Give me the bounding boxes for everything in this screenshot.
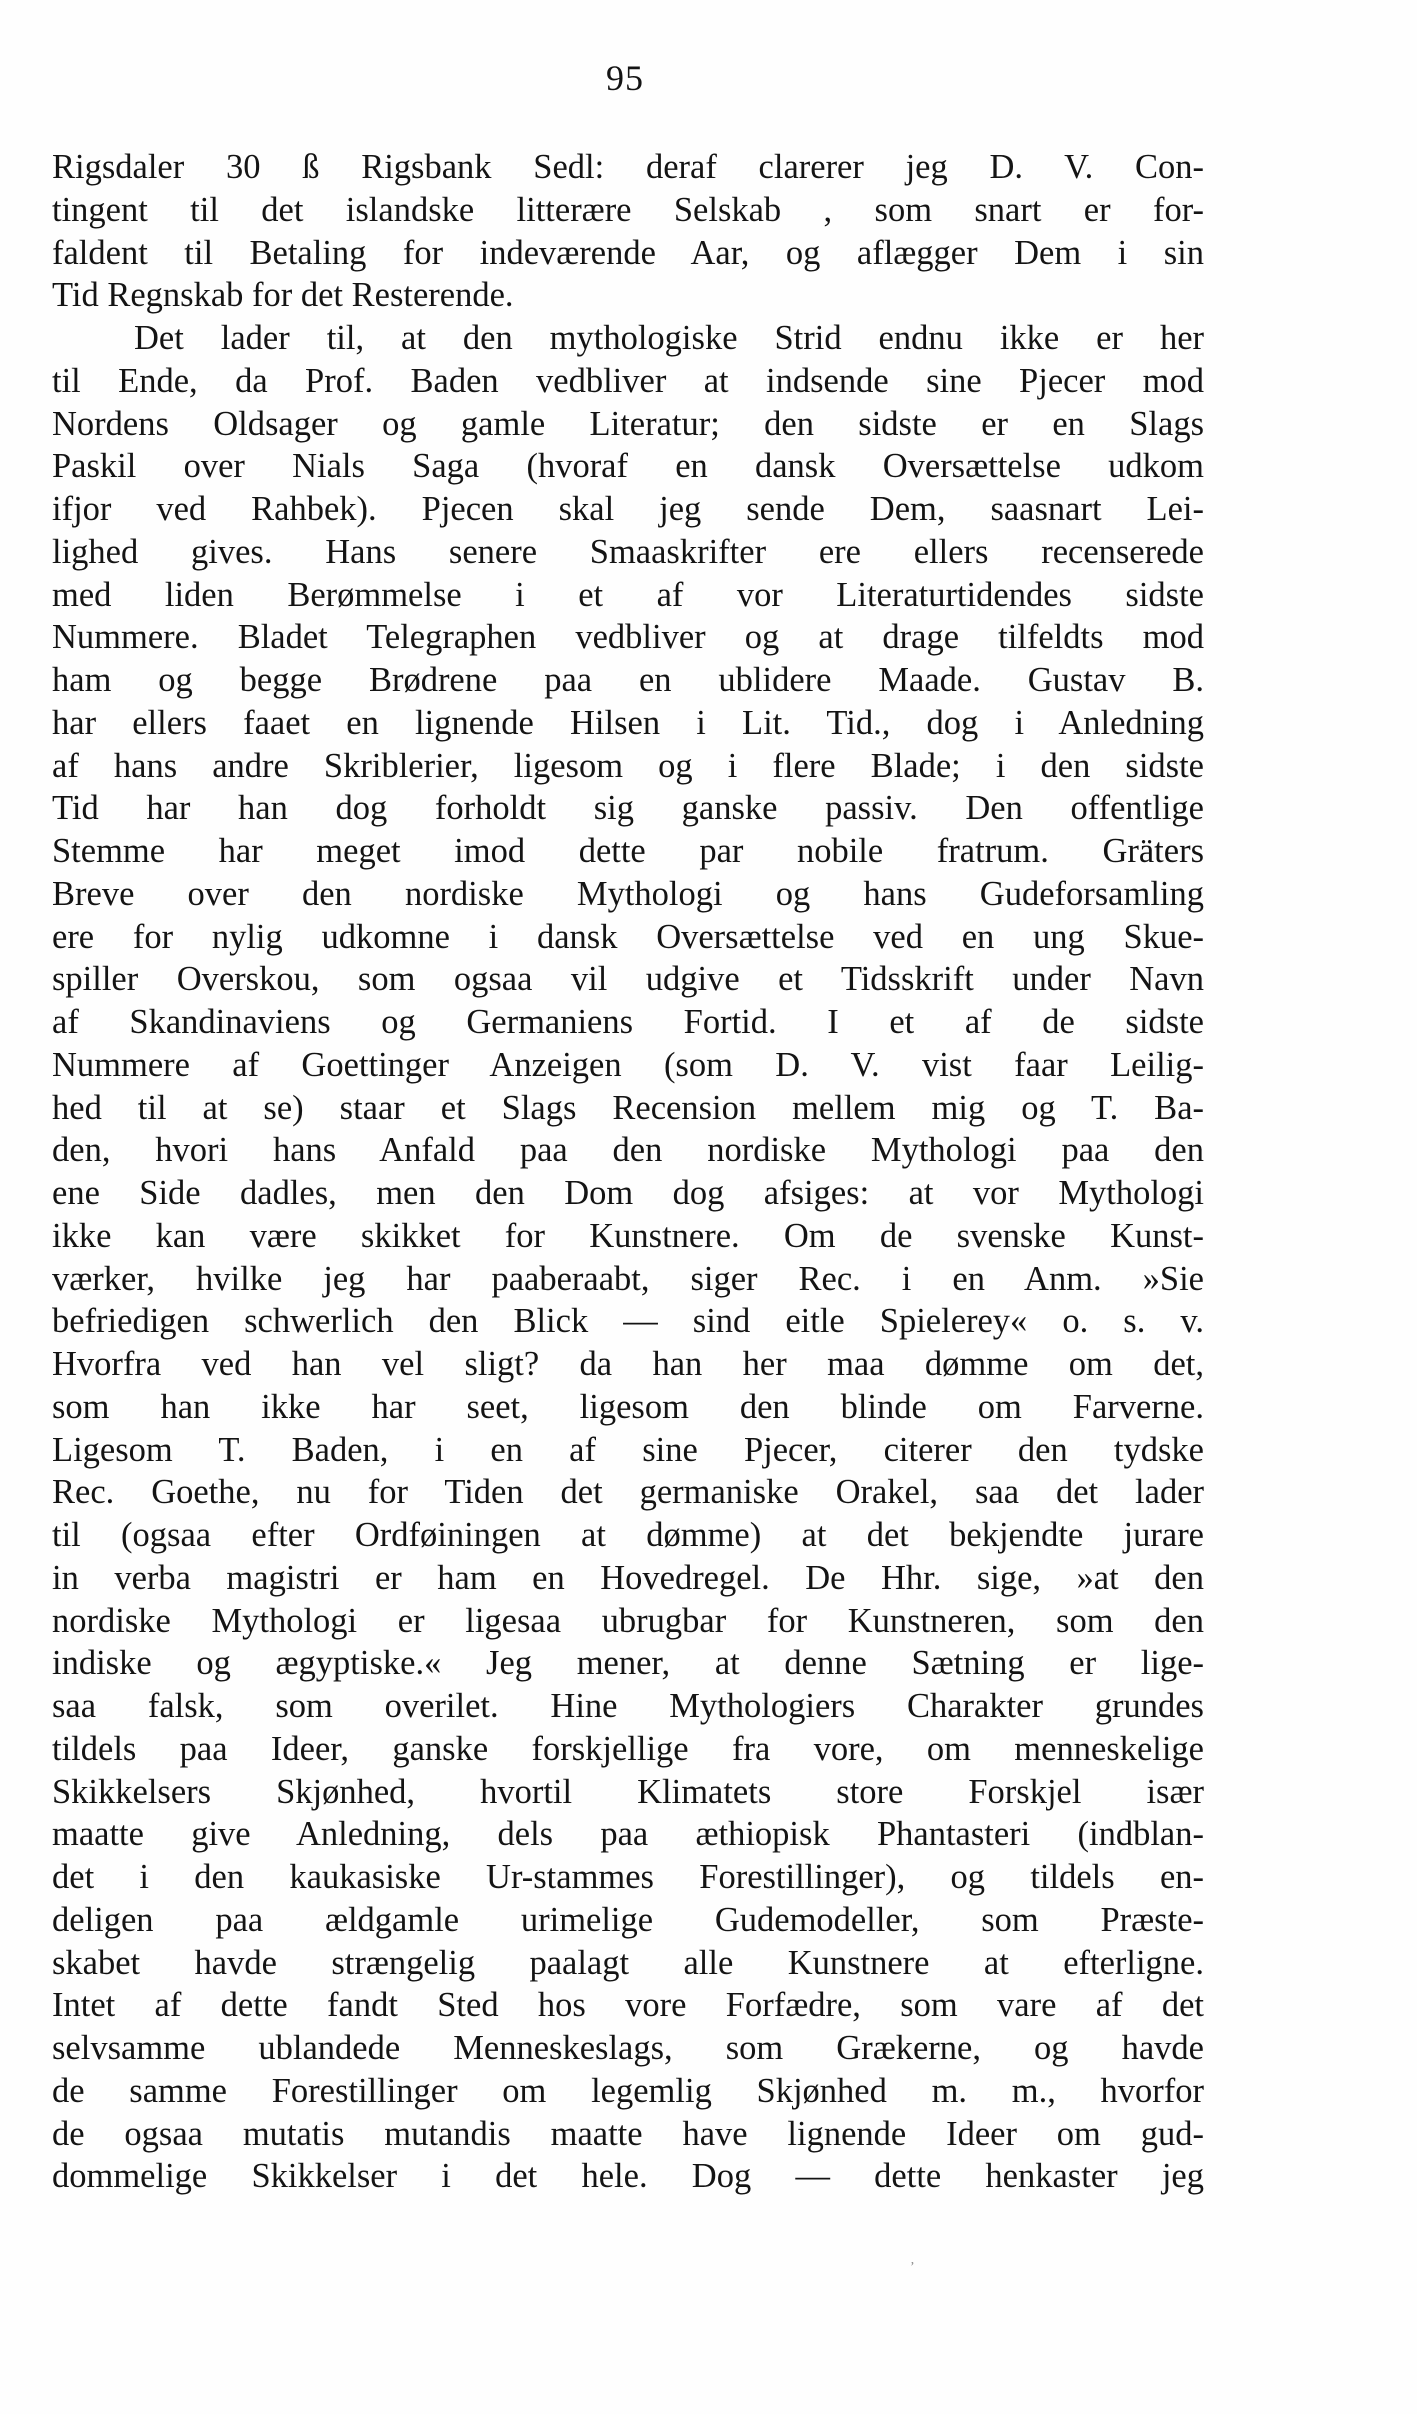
text-line: Stemme har meget imod dette par nobile fratrum. Gräters — [52, 832, 1204, 870]
text-line: ifjor ved Rahbek). Pjecen skal jeg sende Dem, saasnart Lei- — [52, 490, 1204, 528]
text-line: ham og begge Brødrene paa en ublidere Maade. Gustav B. — [52, 661, 1204, 699]
text-line: det i den kaukasiske Ur-stammes Forestillinger), og tildels en- — [52, 1858, 1204, 1896]
text-line: tingent til det islandske litterære Selskab , som snart er for- — [52, 190, 1204, 229]
body-text — [52, 146, 1204, 2198]
text-line: tildels paa Ideer, ganske forskjellige fra vore, om menneskelige — [52, 1729, 1204, 1768]
text-line: in verba magistri er ham en Hovedregel. De Hhr. sige, »at den — [52, 1558, 1204, 1597]
text-line: ene Side dadles, men den Dom dog afsiges: at vor Mythologi — [52, 1174, 1204, 1212]
text-line: af Skandinaviens og Germaniens Fortid. I et af de sidste — [52, 1003, 1204, 1041]
text-line: indiske og ægyptiske.« Jeg mener, at denne Sætning er lige- — [52, 1644, 1204, 1683]
text-line: nordiske Mythologi er ligesaa ubrugbar for Kunstneren, som den — [52, 1601, 1204, 1640]
text-line: maatte give Anledning, dels paa æthiopisk Phantasteri (indblan- — [52, 1815, 1204, 1854]
text-line: Rigsdaler 30 ß Rigsbank Sedl: deraf clarerer jeg D. V. Con- — [52, 148, 1204, 186]
text-line: selvsamme ublandede Menneskeslags, som Grækerne, og havde — [52, 2029, 1204, 2067]
text-line: de ogsaa mutatis mutandis maatte have lignende Ideer om gud- — [52, 2114, 1204, 2153]
text-line: Intet af dette fandt Sted hos vore Forfædre, som vare af det — [52, 1986, 1204, 2025]
text-line: Skikkelsers Skjønhed, hvortil Klimatets store Forskjel især — [52, 1772, 1204, 1811]
text-line: skabet havde strængelig paalagt alle Kunstnere at efterligne. — [52, 1943, 1204, 1982]
text-line: den, hvori hans Anfald paa den nordiske Mythologi paa den — [52, 1131, 1204, 1170]
text-line: Nummere af Goettinger Anzeigen (som D. V. vist faar Leilig- — [52, 1045, 1204, 1084]
text-line: ikke kan være skikket for Kunstnere. Om de svenske Kunst- — [52, 1216, 1204, 1255]
text-line: Tid har han dog forholdt sig ganske passiv. Den offentlige — [52, 789, 1204, 828]
text-line: Breve over den nordiske Mythologi og hans Gudeforsamling — [52, 874, 1204, 913]
text-line: til Ende, da Prof. Baden vedbliver at indsende sine Pjecer mod — [52, 361, 1204, 400]
text-line: de samme Forestillinger om legemlig Skjønhed m. m., hvorfor — [52, 2071, 1204, 2110]
text-line: Tid Regnskab for det Resterende. — [52, 276, 514, 315]
text-line: værker, hvilke jeg har paaberaabt, siger Rec. i en Anm. »Sie — [52, 1259, 1204, 1298]
text-line: befriedigen schwerlich den Blick — sind eitle Spielerey« o. s. v. — [52, 1302, 1204, 1341]
page-number: 95 — [606, 58, 644, 98]
text-line: faldent til Betaling for indeværende Aar, og aflægger Dem i sin — [52, 233, 1204, 272]
text-line: deligen paa ældgamle urimelige Gudemodeller, som Præste- — [52, 1900, 1204, 1939]
text-line: Ligesom T. Baden, i en af sine Pjecer, citerer den tydske — [52, 1430, 1204, 1469]
text-line: Hvorfra ved han vel sligt? da han her maa dømme om det, — [52, 1345, 1204, 1383]
text-line: Paskil over Nials Saga (hvoraf en dansk Oversættelse udkom — [52, 447, 1204, 486]
text-line: af hans andre Skriblerier, ligesom og i flere Blade; i den sidste — [52, 746, 1204, 785]
text-line: spiller Overskou, som ogsaa vil udgive et Tidsskrift under Navn — [52, 960, 1204, 999]
text-line: med liden Berømmelse i et af vor Literaturtidendes sidste — [52, 575, 1204, 614]
text-line: til (ogsaa efter Ordføiningen at dømme) at det bekjendte jurare — [52, 1516, 1204, 1554]
text-line: ere for nylig udkomne i dansk Oversættelse ved en ung Skue- — [52, 917, 1204, 956]
text-line: har ellers faaet en lignende Hilsen i Lit. Tid., dog i Anledning — [52, 703, 1204, 742]
text-line: Nordens Oldsager og gamle Literatur; den sidste er en Slags — [52, 404, 1204, 443]
text-line: Rec. Goethe, nu for Tiden det germaniske Orakel, saa det lader — [52, 1473, 1204, 1512]
paper-speck: ’ — [910, 2260, 915, 2275]
text-line: saa falsk, som overilet. Hine Mythologiers Charakter grundes — [52, 1687, 1204, 1725]
text-line: hed til at se) staar et Slags Recension mellem mig og T. Ba- — [52, 1088, 1204, 1127]
text-line: dommelige Skikkelser i det hele. Dog — dette henkaster jeg — [52, 2157, 1204, 2196]
text-line: lighed gives. Hans senere Smaaskrifter ere ellers recenserede — [52, 532, 1204, 571]
text-line: Det lader til, at den mythologiske Strid endnu ikke er her — [134, 319, 1204, 357]
text-line: som han ikke har seet, ligesom den blinde om Farverne. — [52, 1387, 1204, 1426]
text-line: Nummere. Bladet Telegraphen vedbliver og at drage tilfeldts mod — [52, 618, 1204, 657]
